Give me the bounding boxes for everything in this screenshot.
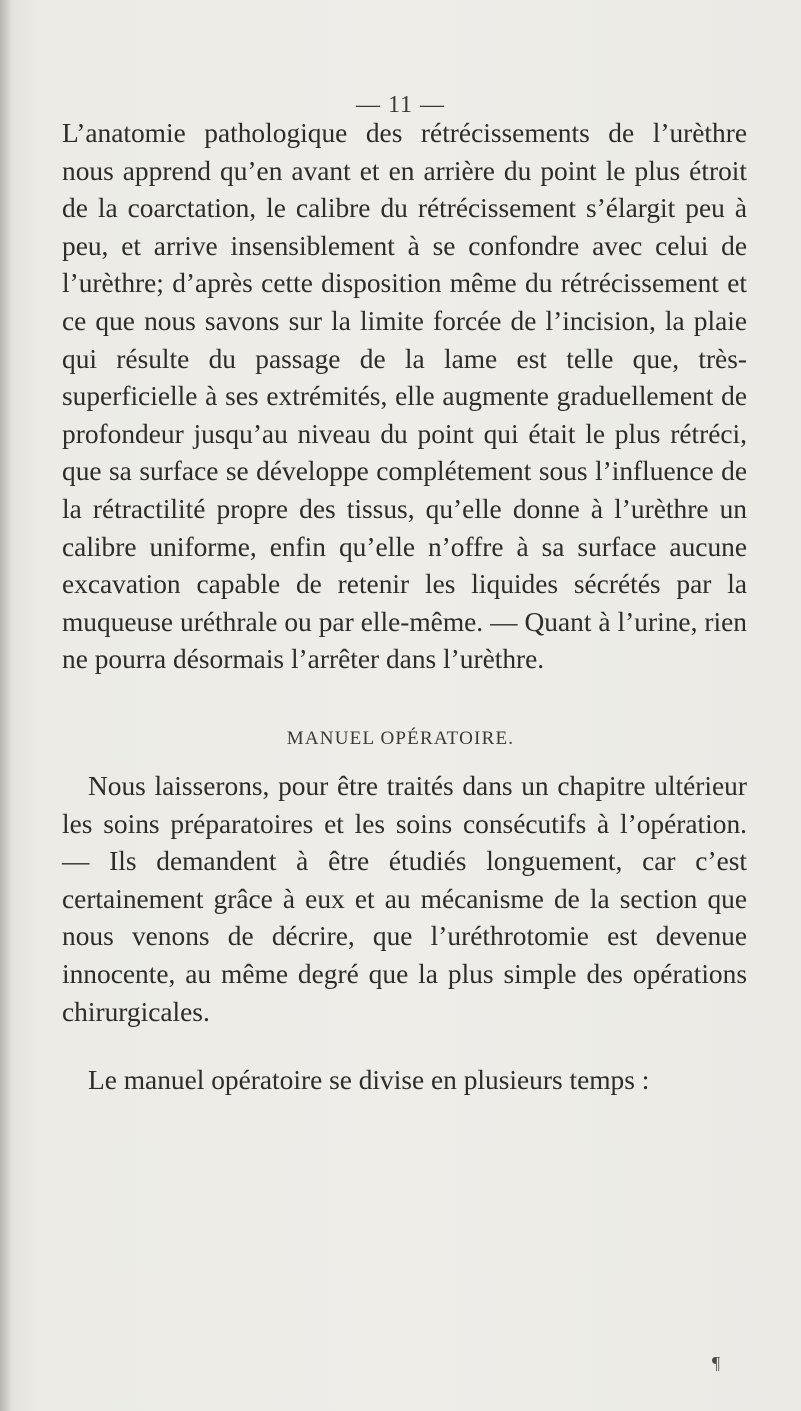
page-edge-shadow [0,0,12,1411]
paragraph-preparatory-care [62,768,747,1031]
paragraph-text: L’anatomie pathologique des rétrécissements de l’urèthre nous apprend qu’en avant et en arrière du point le plus étroit de la coarctation, le calibre du rétrécissement s’élargit peu à peu, et arrive insensiblement à se confondre avec celui de l’urèthre; d’après cette disposition même du rétrécissement et ce que nous savons sur la limite forcée de l’incision, la plaie qui résulte du passage de la lame est telle que, très-superficielle à ses extrémités, elle augmente graduellement de profondeur jusqu’au niveau du point qui était le plus rétréci, que sa surface se développe complétement sous l’influence de la rétractilité propre des tissus, qu’elle donne à l’urèthre un calibre uniforme, enfin qu’elle n’offre à sa surface aucune excavation capable de retenir les liquides sécrétés par la muqueuse uréthrale ou par elle-même. — Quant à l’urine, rien ne pourra désormais l’arrêter dans l’urèthre. [62,118,747,675]
page-number: — 11 — [355,92,446,118]
paragraph-anatomy [62,115,747,679]
section-heading: MANUEL OPÉRATOIRE. [286,728,515,749]
paragraph-text: Le manuel opératoire se divise en plusieurs temps : [88,1065,650,1095]
paragraph-operative-steps [62,1062,747,1100]
footer-mark: ¶ [712,1353,721,1373]
paragraph-text: Nous laisserons, pour être traités dans un chapitre ultérieur les soins préparatoires et les soins consécutifs à l’opération. — Ils demandent à être étudiés longuement, car c’est certainement grâce à eux et au mécanisme de la section que nous venons de décrire, que l’uréthrotomie est devenue innocente, au même degré que la plus simple des opérations chirurgicales. [62,771,747,1027]
